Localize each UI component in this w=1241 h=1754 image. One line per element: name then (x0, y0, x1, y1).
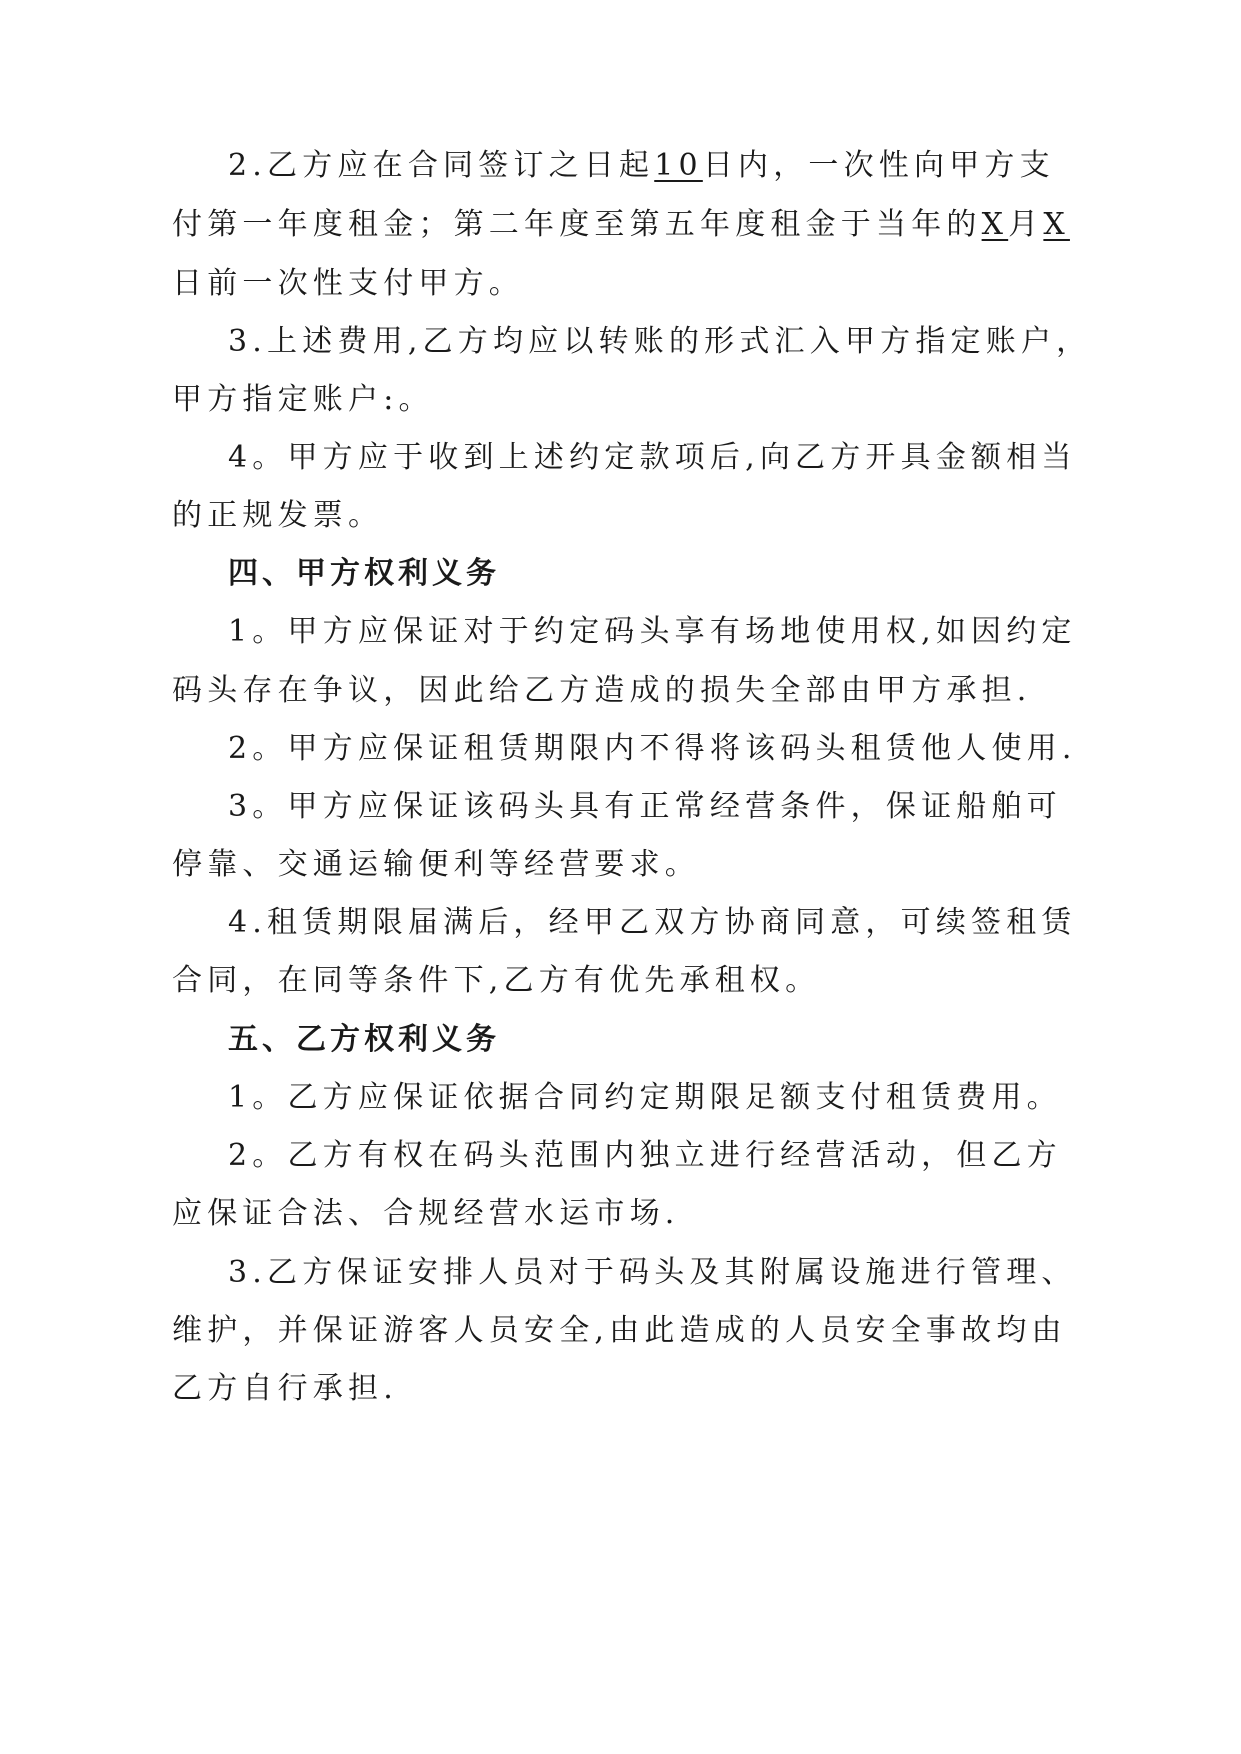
paragraph-line: 3.上述费用,乙方均应以转账的形式汇入甲方指定账户， (228, 324, 1092, 359)
paragraph-line: 码头存在争议，因此给乙方造成的损失全部由甲方承担. (172, 673, 1032, 708)
paragraph-line: 维护，并保证游客人员安全,由此造成的人员安全事故均由 (172, 1313, 1067, 1348)
section-heading: 五、乙方权利义务 (228, 1022, 500, 1057)
paragraph-line: 2。甲方应保证租赁期限内不得将该码头租赁他人使用. (228, 731, 1077, 766)
paragraph-line: 1。乙方应保证依据合同约定期限足额支付租赁费用。 (228, 1080, 1062, 1115)
paragraph-line: 停靠、交通运输便利等经营要求。 (172, 847, 700, 882)
paragraph-line: 3。甲方应保证该码头具有正常经营条件，保证船舶可 (228, 789, 1062, 824)
underlined-days-value: 10 (654, 148, 703, 183)
paragraph-line (0, 207, 1241, 243)
paragraph-line: 2。乙方有权在码头范围内独立进行经营活动，但乙方 (228, 1138, 1062, 1173)
paragraph-line: 合同，在同等条件下,乙方有优先承租权。 (172, 963, 821, 998)
section-heading: 四、甲方权利义务 (228, 556, 500, 591)
paragraph-line: 4.租赁期限届满后，经甲乙双方协商同意，可续签租赁 (228, 905, 1077, 940)
underlined-day-value: X (1043, 207, 1070, 242)
underlined-month-value: X (981, 207, 1009, 242)
paragraph-line: 应保证合法、合规经营水运市场. (172, 1196, 680, 1231)
paragraph-line: 日前一次性支付甲方。 (172, 266, 524, 301)
text-segment: 日内，一次性向甲方支 (702, 148, 1055, 183)
paragraph-line: 的正规发票。 (172, 498, 384, 533)
text-segment: 月 (1008, 207, 1044, 242)
text-segment: 付第一年度租金；第二年度至第五年度租金于当年的 (172, 207, 982, 242)
paragraph-line: 1。甲方应保证对于约定码头享有场地使用权,如因约定 (228, 614, 1077, 649)
paragraph-line: 乙方自行承担. (172, 1371, 398, 1406)
paragraph-line: 甲方指定账户:。 (172, 382, 434, 417)
paragraph-line (0, 148, 1241, 184)
paragraph-line: 4。甲方应于收到上述约定款项后,向乙方开具金额相当 (228, 440, 1077, 475)
paragraph-line: 3.乙方保证安排人员对于码头及其附属设施进行管理、 (228, 1255, 1077, 1290)
text-segment: 2.乙方应在合同签订之日起 (228, 148, 655, 183)
